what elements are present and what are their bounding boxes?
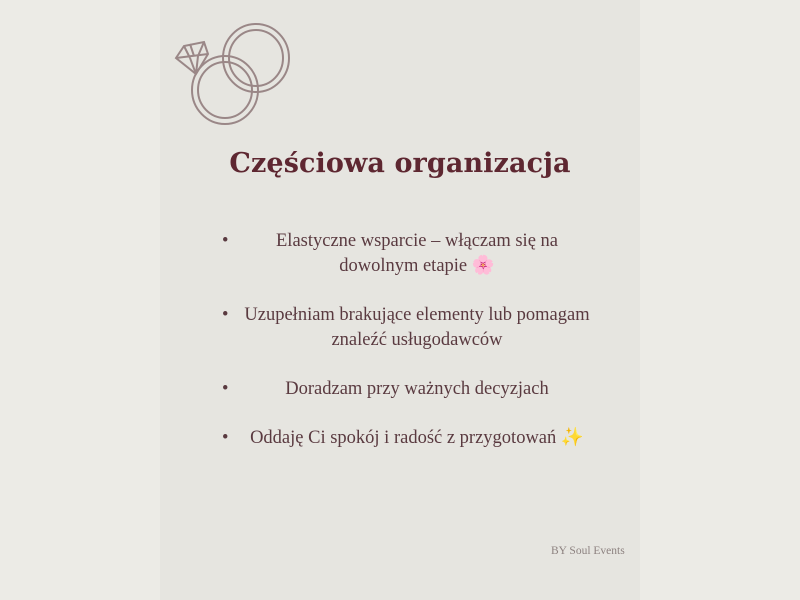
list-item-text: Doradzam przy ważnych decyzjach [285,379,549,399]
feature-list [220,229,590,451]
footer-credit: BY Soul Events [551,545,625,557]
list-item [220,303,590,353]
list-item [220,229,590,279]
list-item [220,426,590,451]
list-item-text: Oddaję Ci spokój i radość z przygotowań ✨ [250,428,584,448]
list-item-text: Elastyczne wsparcie – włączam się na dowolnym etapie 🌸 [276,231,558,276]
wedding-rings-icon [170,18,295,128]
bullet: • [222,305,229,325]
bullet: • [222,428,229,448]
list-item [220,377,590,402]
list-item-text: Uzupełniam brakujące elementy lub pomagam znaleźć usługodawców [244,305,590,350]
bullet: • [222,231,229,251]
bullet: • [222,379,229,399]
page-title: Częściowa organizacja [229,148,571,179]
